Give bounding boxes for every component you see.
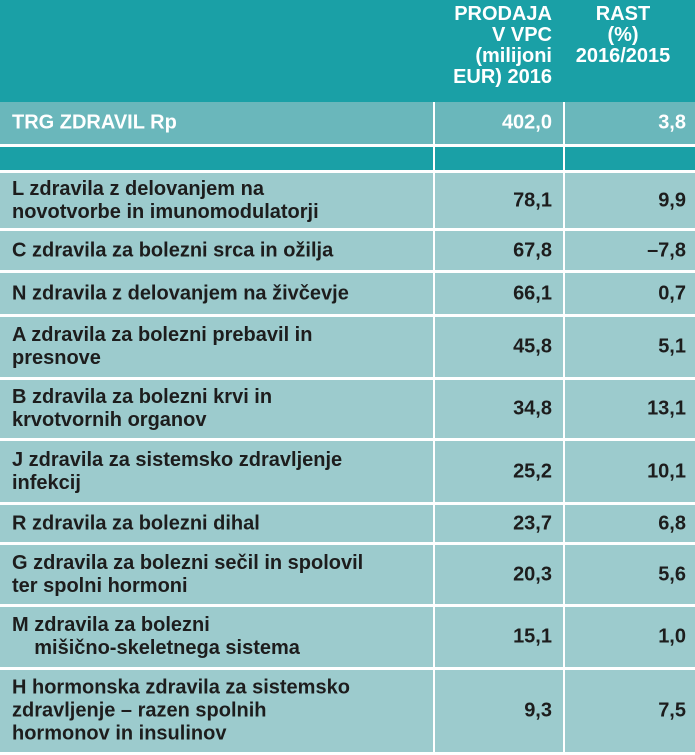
header-sales: PRODAJA V VPC (milijoni EUR) 2016	[453, 3, 552, 88]
header-growth: RAST (%) 2016/2015	[575, 3, 671, 67]
row-growth: 5,1	[658, 335, 686, 358]
row-label: R zdravila za bolezni dihal	[12, 512, 260, 534]
row-sales: 34,8	[513, 397, 552, 420]
table-row	[0, 380, 695, 441]
row-label: L zdravila z delovanjem na novotvorbe in imunomodulatorji	[12, 177, 319, 223]
row-sales: 66,1	[513, 282, 552, 304]
row-sales: 25,2	[513, 460, 552, 482]
row-label: H hormonska zdravila za sistemsko zdravljenje – razen spolnih hormonov in insulinov	[12, 676, 350, 745]
table-row	[0, 173, 695, 231]
column-divider	[563, 102, 565, 755]
table-header	[0, 0, 695, 102]
total-label: TRG ZDRAVIL Rp	[12, 111, 177, 134]
row-growth: 10,1	[647, 460, 686, 482]
row-label: C zdravila za bolezni srca in ožilja	[12, 239, 334, 261]
row-sales: 23,7	[513, 512, 552, 534]
table-row	[0, 545, 695, 607]
table-row	[0, 273, 695, 317]
row-growth: 0,7	[658, 282, 686, 304]
table-row	[0, 670, 695, 755]
row-label: G zdravila za bolezni sečil in spolovil ter spolni hormoni	[12, 551, 364, 597]
spacer-row	[0, 147, 695, 173]
row-sales: 67,8	[513, 239, 552, 261]
row-label: M zdravila za bolezni mišično-skeletnega sistema	[12, 614, 300, 659]
row-label: B zdravila za bolezni krvi in krvotvornih organov	[12, 386, 273, 431]
table-row	[0, 441, 695, 505]
row-growth: –7,8	[647, 239, 686, 261]
row-label: J zdravila za sistemsko zdravljenje infekcij	[12, 448, 343, 494]
row-label: A zdravila za bolezni prebavil in presnove	[12, 324, 313, 369]
row-growth: 5,6	[658, 563, 686, 585]
total-row	[0, 102, 695, 147]
row-growth: 7,5	[658, 699, 686, 722]
table-row	[0, 505, 695, 545]
table-row	[0, 317, 695, 380]
row-growth: 13,1	[647, 397, 686, 420]
row-sales: 78,1	[513, 189, 552, 211]
row-sales: 9,3	[524, 699, 552, 722]
row-sales: 45,8	[513, 335, 552, 358]
total-sales: 402,0	[501, 111, 552, 134]
row-label: N zdravila z delovanjem na živčevje	[12, 282, 349, 304]
column-divider	[433, 102, 435, 755]
total-growth: 3,8	[658, 111, 686, 134]
row-growth: 1,0	[658, 625, 686, 648]
row-sales: 15,1	[513, 625, 552, 648]
row-sales: 20,3	[513, 563, 552, 585]
table-row	[0, 231, 695, 273]
row-growth: 9,9	[658, 189, 686, 211]
table-row	[0, 607, 695, 670]
row-growth: 6,8	[658, 512, 686, 534]
